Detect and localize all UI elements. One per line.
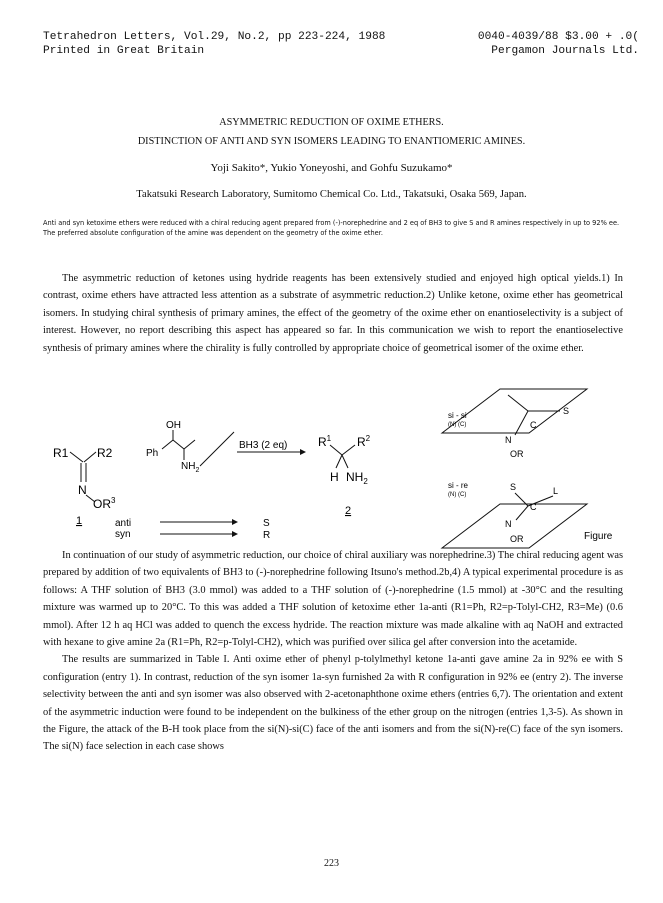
- ph-label: Ph: [146, 448, 159, 459]
- anti-label: anti: [115, 518, 132, 529]
- affiliation: Takatsuki Research Laboratory, Sumitomo Chemical Co. Ltd., Takatsuki, Osaka 569, Japan.: [136, 189, 527, 200]
- top-face-sub: (N) (C): [448, 422, 467, 428]
- bottom-face-sub: (N) (C): [448, 492, 467, 498]
- product-r1: $R^1$: [318, 434, 332, 449]
- top-face-label: si - si: [448, 411, 467, 420]
- paragraph-3: The results are summarized in Table I. Anti oxime ether of phenyl p-tolylmethyl ketone 1a-anti gave amine 2a in 92% ee with S configuration (entry 1). In contrast, reduction of the syn isomer 1a-syn furnished 2a with R configuration in 92% ee (entry 2). The inverse selectivity between the anti and syn isomer was also observed with 2-acetonaphthone oxime ethers (entries 6,7). The orientation and extent of the asymmetric induction were found to be independent on the bulkiness of the ether group on the nitrogen (entries 1,3-5). As shown in the Figure, the attack of the B-H took place from the si(N)-si(C) face of the anti isomers and from the si(N)-re(C) face of the syn isomers. The si(N) face selection in each case shows: [43, 654, 623, 753]
- paragraph-continuation: [43, 547, 623, 756]
- bottom-c: C: [530, 502, 537, 512]
- title-line-2: DISTINCTION OF ANTI AND SYN ISOMERS LEADING TO ENANTIOMERIC AMINES.: [137, 136, 526, 147]
- face-selection-figure: [442, 389, 613, 548]
- authors: Yoji Sakito*, Yukio Yoneyoshi, and Gohfu Suzukamo*: [210, 162, 453, 174]
- product-nh2: $NH_2$: [346, 470, 368, 486]
- compound-1-label: 1: [76, 515, 83, 527]
- bottom-s: S: [510, 482, 517, 492]
- page-number: 223: [324, 858, 339, 869]
- paragraph-2: In continuation of our study of asymmetric reduction, our choice of chiral auxiliary was norephedrine.3) The chiral reducing agent was prepared by addition of two equivalents of BH3 to (-)-norephedrine following Itsuno's method.2b,4) A typical experimental procedure is as follows: A THF solution of BH3 (3.0 mmol) was added to a THF solution of (-)-norephedrine (1.5 mmol) at -30°C and the resulting mixture was warmed up to 20°C. To this was added a THF solution of ketoxime ether 1a-anti (R1=Ph, R2=p-Tolyl-CH2, R3=Me) (0.6 mmol). After 12 h aq HCl was added to quench the excess hydride. The reaction mixture was made alkaline with aq NaOH and extracted with hexane to give amine 2a (R1=Ph, R2=p-Tolyl-CH2), which was purified over silica gel after conversion into the acetamide.: [43, 550, 624, 649]
- n-label: N: [78, 483, 87, 497]
- reaction-slash: [200, 432, 234, 466]
- bottom-or: OR: [510, 534, 524, 544]
- figure-label: Figure: [584, 531, 613, 542]
- top-n: N: [505, 435, 512, 445]
- nh2-label: $NH_2$: [181, 461, 200, 474]
- s-product: S: [263, 518, 270, 529]
- or3-label: $OR^3$: [93, 496, 116, 511]
- syn-label: syn: [115, 529, 131, 540]
- product-r2: $R^2$: [357, 434, 371, 449]
- bottom-face-label: si - re: [448, 481, 468, 490]
- issn: 0040-4039/88 $3.00 + .0(: [477, 31, 639, 43]
- r-product: R: [263, 530, 271, 541]
- bottom-l: L: [553, 486, 559, 496]
- reagent-label: BH3 (2 eq): [239, 440, 288, 451]
- journal-citation: Tetrahedron Letters, Vol.29, No.2, pp 223-224, 1988: [43, 31, 386, 43]
- top-or: OR: [510, 449, 524, 459]
- compound-2-label: 2: [345, 505, 352, 517]
- norephedrine-structure: [146, 420, 199, 474]
- oh-label: OH: [166, 420, 181, 431]
- bottom-n: N: [505, 519, 512, 529]
- amine-product-structure: [318, 434, 371, 517]
- top-c: C: [530, 420, 537, 430]
- r1-label: R1: [53, 446, 69, 460]
- title-line-1: ASYMMETRIC REDUCTION OF OXIME ETHERS.: [219, 117, 444, 128]
- publisher: Pergamon Journals Ltd.: [491, 45, 639, 57]
- top-s: S: [563, 406, 570, 416]
- printed-in: Printed in Great Britain: [43, 45, 205, 57]
- oxime-ether-structure: [53, 446, 116, 527]
- paragraph-1: The asymmetric reduction of ketones using hydride reagents has been extensively studied and enjoyed high optical yields.1) In contrast, oxime ethers have attracted less attention as a substrate of asymmetric reduction.2) Unlike ketone, oxime ether has geometrical isomers. In studying chiral synthesis of primary amines, the effect of the geometry of the oxime ether on enantioselectivity is a subject of interest. However, no report describing this aspect has appeared so far. In this communication we wish to report the enantioselective synthesis of primary amines where the chirality is fully controlled by appropriate choice of geometrical isomer of the oxime ether.: [43, 273, 623, 354]
- r2-label: R2: [97, 446, 113, 460]
- abstract: Anti and syn ketoxime ethers were reduced with a chiral reducing agent prepared from (-)-norephedrine and 2 eq of BH3 to give S and R amines respectively in up to 92% ee. The preferred absolute configuration of the amine was dependent on the geometry of the oxime ether.: [43, 219, 620, 237]
- product-h: H: [330, 470, 339, 484]
